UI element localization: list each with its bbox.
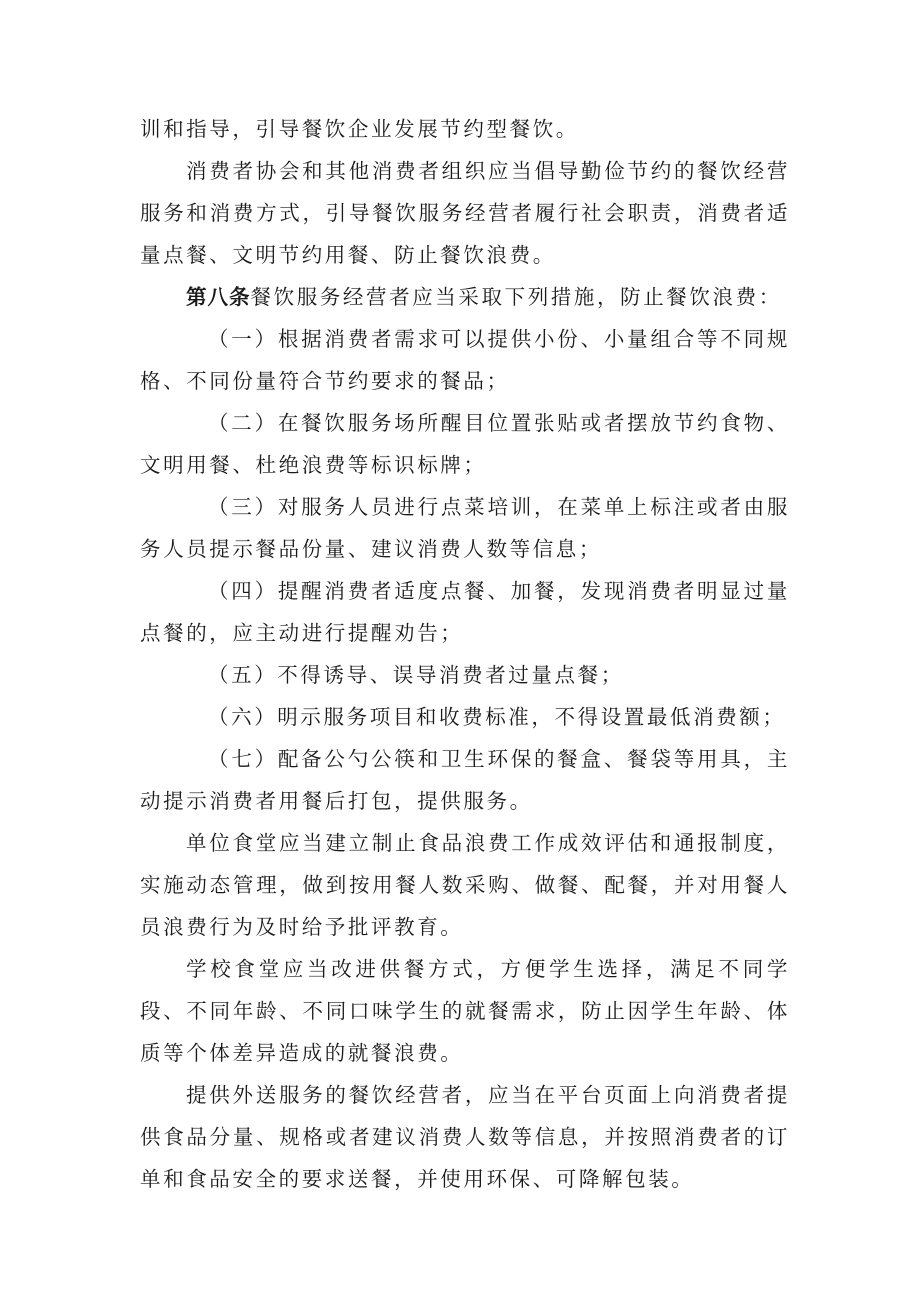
paragraph-school-canteen: 学校食堂应当改进供餐方式，方便学生选择，满足不同学段、不同年龄、不同口味学生的就餐需求，防止因学生年龄、体质等个体差异造成的就餐浪费。: [140, 957, 790, 1065]
paragraph-continuation: 训和指导，引导餐饮企业发展节约型餐饮。: [140, 117, 579, 141]
paragraph-delivery-service: 提供外送服务的餐饮经营者，应当在平台页面上向消费者提供食品分量、规格或者建议消费人数等信息，并按照消费者的订单和食品安全的要求送餐，并使用环保、可降解包装。: [140, 1083, 790, 1191]
paragraph-unit-canteen: 单位食堂应当建立制止食品浪费工作成效评估和通报制度，实施动态管理，做到按用餐人数采购、做餐、配餐，并对用餐人员浪费行为及时给予批评教育。: [140, 831, 790, 939]
list-item-6: （六）明示服务项目和收费标准，不得设置最低消费额；: [208, 705, 786, 729]
article-8-heading: [140, 276, 790, 318]
document-body: [140, 108, 790, 1200]
list-item-2: （二）在餐饮服务场所醒目位置张贴或者摆放节约食物、文明用餐、杜绝浪费等标识标牌；: [140, 411, 790, 477]
article-8-text: 餐饮服务经营者应当采取下列措施，防止餐饮浪费：: [250, 285, 782, 309]
list-item-3: （三）对服务人员进行点菜培训，在菜单上标注或者由服务人员提示餐品份量、建议消费人数等信息；: [140, 495, 790, 561]
paragraph-consumer-association: 消费者协会和其他消费者组织应当倡导勤俭节约的餐饮经营服务和消费方式，引导餐饮服务经营者履行社会职责，消费者适量点餐、文明节约用餐、防止餐饮浪费。: [140, 159, 790, 267]
article-number: 第八条: [186, 285, 251, 309]
list-item-5: （五）不得诱导、误导消费者过量点餐；: [208, 663, 624, 687]
list-item-7: （七）配备公勺公筷和卫生环保的餐盒、餐袋等用具，主动提示消费者用餐后打包，提供服务。: [140, 747, 790, 813]
list-item-1: （一）根据消费者需求可以提供小份、小量组合等不同规格、不同份量符合节约要求的餐品；: [140, 327, 790, 393]
list-item-4: （四）提醒消费者适度点餐、加餐，发现消费者明显过量点餐的，应主动进行提醒劝告；: [140, 579, 790, 645]
